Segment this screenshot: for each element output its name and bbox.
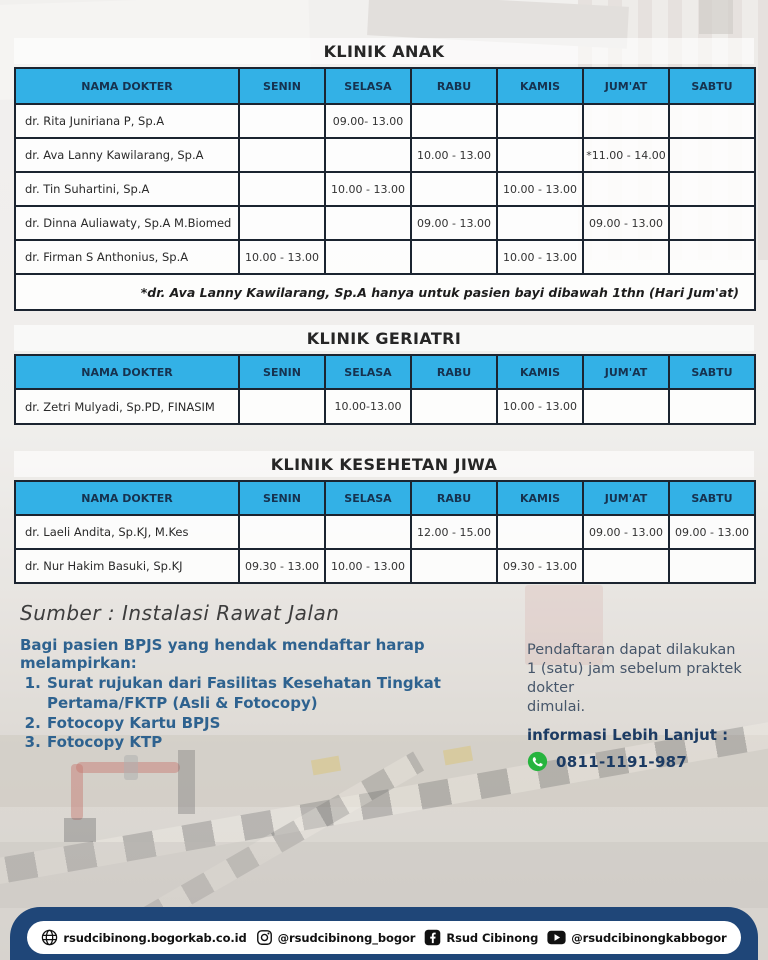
table-title-klinik-kesehetan-jiwa: KLINIK KESEHETAN JIWA (14, 451, 754, 477)
table-footnote: *dr. Ava Lanny Kawilarang, Sp.A hanya untuk pasien bayi dibawah 1thn (Hari Jum'at) (15, 274, 755, 310)
schedule-cell (497, 515, 583, 549)
facebook-text: Rsud Cibinong (446, 930, 539, 945)
table-row (15, 240, 755, 274)
schedule-tables (14, 38, 754, 584)
header-cell-kamis: KAMIS (497, 355, 583, 389)
doctor-name-cell: dr. Rita Juniriana P, Sp.A (15, 104, 239, 138)
schedule-cell: 10.00 - 13.00 (411, 138, 497, 172)
youtube-icon (547, 930, 566, 945)
doctor-name-cell: dr. Dinna Auliawaty, Sp.A M.Biomed (15, 206, 239, 240)
schedule-cell: 10.00 - 13.00 (497, 240, 583, 274)
header-cell-kamis: KAMIS (497, 68, 583, 104)
doctor-name-cell: dr. Ava Lanny Kawilarang, Sp.A (15, 138, 239, 172)
schedule-cell: 09.30 - 13.00 (497, 549, 583, 583)
header-row (15, 68, 755, 104)
header-cell-senin: SENIN (239, 68, 325, 104)
schedule-cell (325, 138, 411, 172)
table-row (15, 104, 755, 138)
klinik-anak-table (14, 67, 756, 311)
schedule-cell (669, 389, 755, 424)
table-title-klinik-geriatri: KLINIK GERIATRI (14, 325, 754, 351)
whatsapp-contact (527, 751, 759, 772)
source-note: Sumber : Instalasi Rawat Jalan (20, 601, 340, 625)
website-text: rsudcibinong.bogorkab.co.id (63, 930, 247, 945)
schedule-cell (325, 206, 411, 240)
schedule-cell (411, 549, 497, 583)
schedule-cell (239, 104, 325, 138)
doctor-name-cell: dr. Nur Hakim Basuki, Sp.KJ (15, 549, 239, 583)
table-row (15, 549, 755, 583)
table-row (15, 389, 755, 424)
globe-icon (41, 929, 58, 946)
instagram-icon (256, 929, 273, 946)
footer-bar (10, 907, 758, 960)
schedule-cell (239, 389, 325, 424)
schedule-cell (669, 240, 755, 274)
schedule-cell (411, 389, 497, 424)
schedule-cell (669, 138, 755, 172)
whatsapp-number: 0811-1191-987 (556, 752, 688, 771)
website-item (41, 929, 246, 946)
schedule-cell: 10.00 - 13.00 (239, 240, 325, 274)
schedule-cell: 12.00 - 15.00 (411, 515, 497, 549)
schedule-cell (239, 138, 325, 172)
schedule-cell (239, 515, 325, 549)
registration-text: 1 (satu) jam sebelum praktek dokter (527, 661, 742, 696)
schedule-cell (411, 104, 497, 138)
schedule-cell: 09.00 - 13.00 (583, 206, 669, 240)
contact-label: informasi Lebih Lanjut : (527, 726, 729, 744)
schedule-cell: 09.00- 13.00 (325, 104, 411, 138)
schedule-cell (583, 104, 669, 138)
header-cell-senin: SENIN (239, 481, 325, 515)
schedule-cell (325, 240, 411, 274)
header-cell-rabu: RABU (411, 68, 497, 104)
bpjs-requirements-title: Bagi pasien BPJS yang hendak mendaftar harap melampirkan: (20, 636, 425, 672)
instagram-text: @rsudcibinong_bogor (277, 930, 416, 945)
list-item: 2. Fotocopy Kartu BPJS (46, 714, 486, 734)
registration-text: Pendaftaran dapat dilakukan (527, 642, 736, 658)
schedule-cell: 10.00 - 13.00 (497, 389, 583, 424)
schedule-cell: *11.00 - 14.00 (583, 138, 669, 172)
doctor-name-cell: dr. Firman S Anthonius, Sp.A (15, 240, 239, 274)
schedule-cell (583, 389, 669, 424)
schedule-cell (583, 240, 669, 274)
header-cell-selasa: SELASA (325, 355, 411, 389)
header-cell-jumat: JUM'AT (583, 481, 669, 515)
facebook-item (424, 929, 538, 946)
header-cell-rabu: RABU (411, 355, 497, 389)
doctor-name-cell: dr. Laeli Andita, Sp.KJ, M.Kes (15, 515, 239, 549)
header-cell-selasa: SELASA (325, 481, 411, 515)
doctor-name-cell: dr. Zetri Mulyadi, Sp.PD, FINASIM (15, 389, 239, 424)
header-cell-jumat: JUM'AT (583, 355, 669, 389)
schedule-cell (497, 138, 583, 172)
header-cell-jumat: JUM'AT (583, 68, 669, 104)
registration-text: dimulai. (527, 699, 586, 715)
header-cell-nama-dokter: NAMA DOKTER (15, 481, 239, 515)
schedule-cell: 10.00-13.00 (325, 389, 411, 424)
bpjs-requirements-list (46, 674, 498, 753)
schedule-cell: 10.00 - 13.00 (325, 549, 411, 583)
schedule-cell (239, 206, 325, 240)
table-row (15, 172, 755, 206)
table-title-klinik-anak: KLINIK ANAK (14, 38, 754, 64)
schedule-cell (669, 172, 755, 206)
schedule-cell: 09.00 - 13.00 (669, 515, 755, 549)
note-row (15, 274, 755, 310)
header-row (15, 355, 755, 389)
schedule-cell: 10.00 - 13.00 (497, 172, 583, 206)
footer-social-pill (27, 921, 740, 954)
bpjs-requirements (20, 636, 498, 753)
table-row (15, 515, 755, 549)
header-cell-sabtu: SABTU (669, 68, 755, 104)
header-cell-nama-dokter: NAMA DOKTER (15, 355, 239, 389)
header-cell-rabu: RABU (411, 481, 497, 515)
header-cell-selasa: SELASA (325, 68, 411, 104)
header-row (15, 481, 755, 515)
table-row (15, 138, 755, 172)
schedule-cell (497, 104, 583, 138)
klinik-geriatri-table (14, 354, 756, 425)
whatsapp-icon (527, 751, 548, 772)
list-item: 1. Surat rujukan dari Fasilitas Kesehatan Tingkat Pertama/FKTP (Asli & Fotocopy) (46, 674, 486, 714)
header-cell-nama-dokter: NAMA DOKTER (15, 68, 239, 104)
schedule-cell: 10.00 - 13.00 (325, 172, 411, 206)
schedule-cell (411, 172, 497, 206)
header-cell-kamis: KAMIS (497, 481, 583, 515)
youtube-item (547, 930, 726, 945)
schedule-cell (411, 240, 497, 274)
schedule-cell (325, 515, 411, 549)
youtube-text: @rsudcibinongkabbogor (571, 930, 727, 945)
schedule-cell (669, 104, 755, 138)
header-cell-senin: SENIN (239, 355, 325, 389)
schedule-cell: 09.00 - 13.00 (583, 515, 669, 549)
header-cell-sabtu: SABTU (669, 481, 755, 515)
schedule-cell: 09.30 - 13.00 (239, 549, 325, 583)
schedule-cell (583, 549, 669, 583)
schedule-cell (497, 206, 583, 240)
schedule-cell (669, 206, 755, 240)
instagram-item (256, 929, 416, 946)
doctor-name-cell: dr. Tin Suhartini, Sp.A (15, 172, 239, 206)
registration-info (527, 641, 759, 772)
header-cell-sabtu: SABTU (669, 355, 755, 389)
schedule-cell (239, 172, 325, 206)
klinik-kesehetan-jiwa-table (14, 480, 756, 584)
schedule-cell: 09.00 - 13.00 (411, 206, 497, 240)
table-row (15, 206, 755, 240)
list-item: 3. Fotocopy KTP (46, 733, 486, 753)
schedule-cell (669, 549, 755, 583)
facebook-icon (424, 929, 441, 946)
schedule-cell (583, 172, 669, 206)
